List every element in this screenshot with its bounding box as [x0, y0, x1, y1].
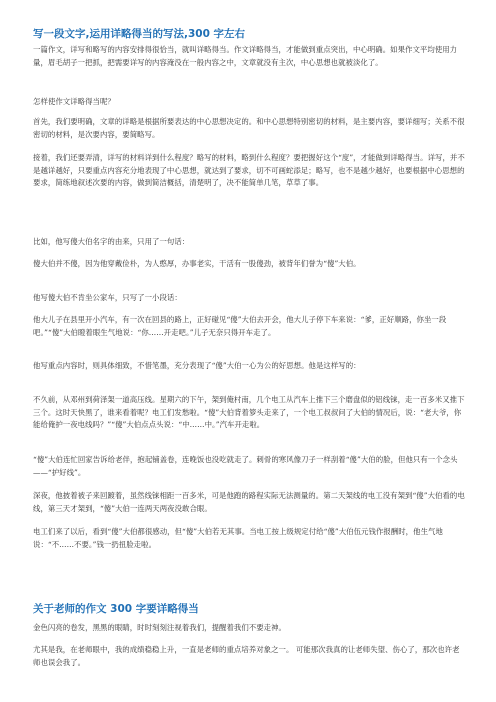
paragraph: 怎样使作文详略得当呢？	[33, 97, 115, 106]
section-title-2: 关于老师的作文 300 字要详略得当	[33, 603, 199, 615]
paragraph: 他大儿子在县里开小汽车，有一次在回县的路上，正好碰见“傻”大伯去开会，他大儿子停下车来说：“爹，正好顺路，你坐一段吧。”“傻”大伯瞪着眼生气地说：“你……开走吧。”儿子无奈只得开车走了。	[33, 315, 447, 337]
paragraph: 电工们来了以后，看到“傻”大伯都很感动，但“傻”大伯若无其事。当电工按上级规定付给“傻”大伯伍元钱作报酬时，他生气地说：“不……不要。”钱一扔扭脸走啦。	[33, 527, 443, 549]
paragraph: 首先，我们要明确，文章的详略是根据所要表达的中心思想决定的。和中心思想特别密切的材料，是主要内容，要详细写；关系不很密切的材料，是次要内容，要简略写。	[33, 117, 465, 139]
paragraph: 尤其是我，在老师眼中，我的成绩稳稳上升，一直是老师的重点培养对象之一。 可能那次我真的让老师失望、伤心了，那次也许老师也误会我了。	[33, 645, 460, 667]
section-title-1: 写一段文字,运用详略得当的写法,300 字左右	[33, 28, 246, 40]
paragraph: 他写重点内容时，则具体细致，不惜笔墨，充分表现了“傻”大伯一心为公的好思想。他是这样写的：	[33, 361, 361, 370]
paragraph: 比如，他写傻大伯名字的由来，只用了一句话：	[33, 237, 190, 246]
paragraph: 他写傻大伯不肯坐公家车，只写了一小段话：	[33, 293, 182, 302]
paragraph: 傻大伯并不傻，因为他穿戴俭朴，为人憨厚，办事老实，干活有一股傻劲，被背年们誉为“傻”大伯。	[33, 259, 361, 268]
paragraph: 不久前，从邓州到荷泽架一道高压线。星期六的下午，架到俺村南，几个电工从汽车上推下三个磨盘似的铝线铼，走一百多米又推下三个。这时天快黑了，谁来看着呢？电工们发愁啦。“傻”大伯背着箩头走来了，一个电工叔叔问了大伯的情况后，说：“老大爷，你能给俺护一夜电线吗？”“傻”大伯点点头说：“中……中。”汽车开走啦。	[33, 395, 465, 430]
paragraph: 一篇作文，详写和略写的内容安排得很恰当，就叫详略得当。作文详略得当，才能做到重点突出，中心明确。如果作文平均使用力量，眉毛胡子一把抓，把需要详写的内容淹没在一般内容之中，文章就没有主次，中心思想也就被淡化了。	[33, 45, 458, 67]
paragraph: 接着，我们还要弄清，详写的材料详到什么程度？略写的材料，略到什么程度？要把握好这个“度”，才能做到详略得当。详写，并不是越详越好，只要重点内容充分地表现了中心思想，就达到了要求，切不可画蛇添足；略写，也不是越少越好，也要根据中心思想的要求，简练地叙述次要的内容，做到简洁概括，清楚明了，决不能简单几笔，草草了事。	[33, 153, 465, 188]
paragraph: 深夜，他披着被子来回踱着，虽然线铼相距一百多米，可是他跑的路程实际无法测量的。第二天架线的电工没有架到“傻”大伯看的电线，第三天才架到，“傻”大伯一连两天两夜没敢合眼。	[33, 491, 465, 513]
paragraph: “傻”大伯连忙回家告诉给老伴，抱起铺盖卷，连晚饭也没吃就走了。刺骨的寒风像刀子一样刮着“傻”大伯的脸，但他只有一个念头——“护好线”。	[33, 455, 458, 477]
paragraph: 金色闪亮的卷发，黑黑的眼睛，时时刻刻注视着我们，提醒着我们不要走神。	[33, 623, 286, 632]
